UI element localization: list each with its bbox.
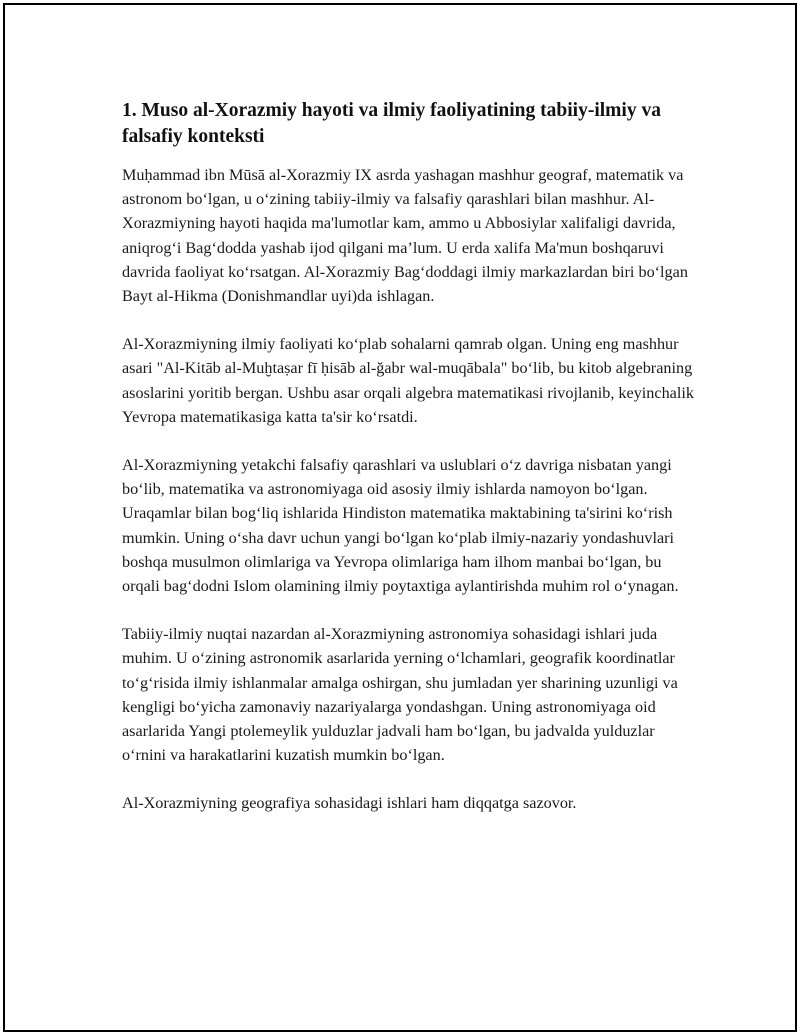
paragraph-astronomy: Tabiiy-ilmiy nuqtai nazardan al-Xorazmiyning astronomiya sohasidagi ishlari juda muhim. U o‘zining astronomik asarlarida yerning o‘lchamlari, geografik koordinatlar to‘g‘risida ilmiy ishlanmalar amalga oshirgan, shu jumladan yer sharining uzunligi va kengligi bo‘yicha zamonaviy nazariyalarga yondashgan. Uning astronomiyaga oid asarlarida Yangi ptolemeylik yulduzlar jadvali ham bo‘lgan, bu jadvalda yulduzlar o‘rnini va harakatlarini kuzatish mumkin bo‘lgan. [122, 625, 678, 765]
section-title: 1. Muso al-Xorazmiy hayoti va ilmiy faoliyatining tabiiy-ilmiy va falsafiy konteksti [122, 100, 661, 147]
paragraph-philosophical-views: Al-Xorazmiyning yetakchi falsafiy qarashlari va uslublari o‘z davriga nisbatan yangi bo‘lib, matematika va astronomiyaga oid asosiy ilmiy ishlarda namoyon bo‘lgan. Uraqamlar bilan bog‘liq ishlarida Hindiston matematika maktabining ta'sirini ko‘rish mumkin. Uning o‘sha davr uchun yangi bo‘lgan ko‘plab ilmiy-nazariy yondashuvlari boshqa musulmon olimlariga va Yevropa olimlariga ham ilhom manbai bo‘lgan, bu orqali bag‘dodni Islom olamining ilmiy poytaxtiga aylantirishda muhim rol o‘ynagan. [122, 456, 679, 596]
paragraph-biography: Muḥammad ibn Mūsā al-Xorazmiy IX asrda yashagan mashhur geograf, matematik va astronom bo‘lgan, u o‘zining tabiiy-ilmiy va falsafiy qarashlari bilan mashhur. Al-Xorazmiyning hayoti haqida ma'lumotlar kam, ammo u Abbosiylar xalifaligi davrida, aniqrog‘i Bag‘dodda yashab ijod qilgani ma’lum. U erda xalifa Ma'mun boshqaruvi davrida faoliyat ko‘rsatgan. Al-Xorazmiy Bag‘doddagi ilmiy markazlardan biri bo‘lgan Bayt al-Hikma (Donishmandlar uyi)da ishlagan. [122, 166, 688, 306]
document-body [122, 98, 697, 840]
page-frame [3, 3, 797, 1032]
paragraph-geography: Al-Xorazmiyning geografiya sohasidagi ishlari ham diqqatga sazovor. [122, 794, 577, 813]
paragraph-scientific-activity: Al-Xorazmiyning ilmiy faoliyati ko‘plab sohalarni qamrab olgan. Uning eng mashhur asari "Al-Kitāb al-Muḫtaṣar fī ḥisāb al-ğabr wal-muqābala" bo‘lib, bu kitob algebraning asoslarini yoritib bergan. Ushbu asar orqali algebra matematikasi rivojlanib, keyinchalik Yevropa matematikasiga katta ta'sir ko‘rsatdi. [122, 335, 694, 426]
